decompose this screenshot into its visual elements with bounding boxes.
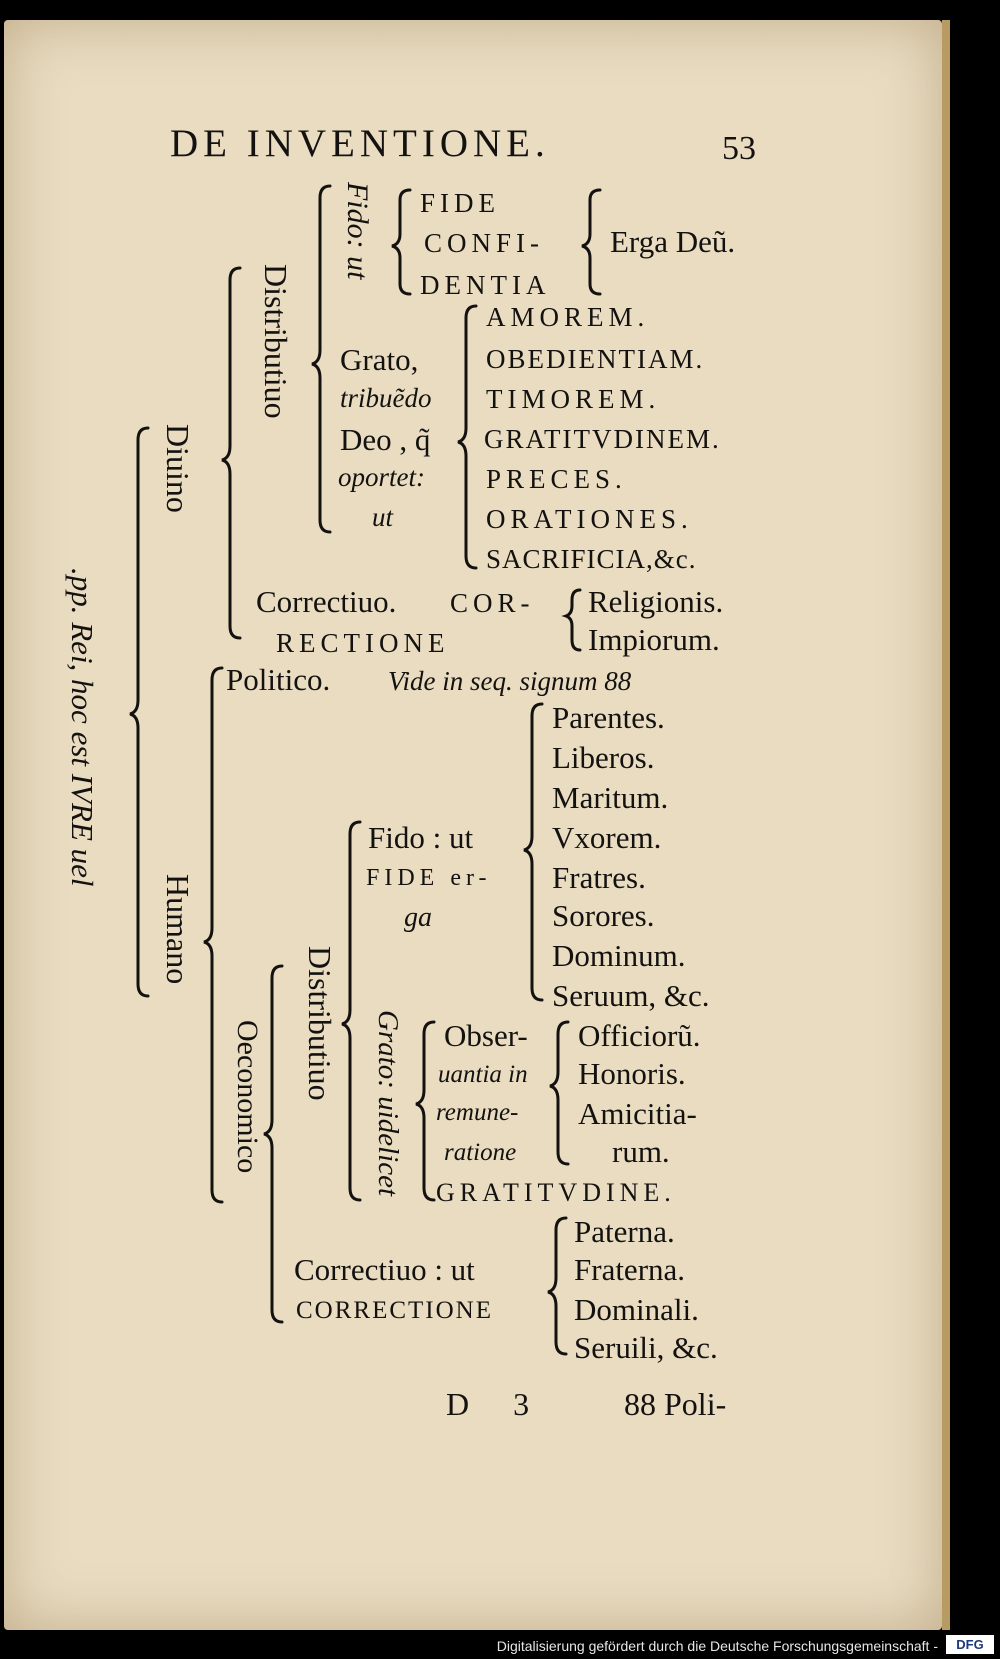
grato-item-1: AMOREM.: [486, 302, 650, 332]
brace-diuino: [222, 268, 240, 638]
catchword: 88 Poli-: [624, 1386, 727, 1422]
family-item-6: Sorores.: [552, 898, 655, 933]
grato-videlicet-label: Grato: uidelicet: [372, 1010, 404, 1197]
brace-distributiuo: [312, 186, 330, 532]
obser-line-4: ratione: [444, 1139, 517, 1166]
brace-religionis: [566, 590, 580, 650]
grato-line-3: Deo , q̃: [340, 422, 431, 457]
signature-mark: D 3: [446, 1386, 548, 1422]
correctio-item-4: Seruili, &c.: [574, 1330, 718, 1365]
correctio-item-1: Paterna.: [574, 1214, 675, 1249]
family-item-7: Dominum.: [552, 938, 686, 973]
obser-line-2: uantia in: [438, 1061, 528, 1088]
correctione-part-1: COR-: [450, 588, 535, 618]
correctiuo2-line-2: CORRECTIONE: [296, 1297, 493, 1324]
grato-item-3: TIMOREM.: [486, 384, 661, 414]
digitization-bar: [0, 1630, 1000, 1659]
religionis: Religionis.: [588, 584, 724, 619]
erga-deum: Erga Deũ.: [610, 224, 736, 259]
running-title: DE INVENTIONE.: [170, 122, 550, 165]
fido-ut-label: Fido: ut: [341, 182, 374, 280]
grato-line-2: tribuẽdo: [340, 383, 432, 413]
distributiuo-label: Distributiuo: [258, 264, 294, 419]
brace-grato-items: [458, 306, 476, 568]
family-item-1: Parentes.: [552, 700, 665, 735]
obser-line-1: Obser-: [444, 1018, 528, 1053]
dfg-logo: DFG: [946, 1635, 994, 1654]
grato-item-7: SACRIFICIA,&c.: [486, 544, 697, 574]
brace-distributiuo2: [342, 822, 360, 1200]
grato-item-4: GRATITVDINEM.: [484, 424, 721, 454]
family-item-5: Fratres.: [552, 860, 646, 895]
page-number: 53: [722, 130, 756, 167]
officia-item-2: Honoris.: [578, 1056, 686, 1091]
correctio-item-3: Dominali.: [574, 1292, 699, 1327]
grato-item-2: OBEDIENTIAM.: [486, 344, 705, 374]
root-label: .pp. Rei, hoc est IVRE uel: [65, 568, 100, 887]
brace-oeconomico: [264, 966, 282, 1322]
correctione-part-2: RECTIONE: [276, 628, 450, 658]
correctiuo2-line-1: Correctiuo : ut: [294, 1252, 475, 1287]
fido2-line-2: FIDE er-: [366, 865, 492, 891]
fido2-line-3: ga: [404, 902, 432, 933]
officia-item-1: Officiorũ.: [578, 1018, 701, 1053]
family-item-8: Seruum, &c.: [552, 978, 710, 1013]
fide-line-2: CONFI-: [424, 228, 545, 258]
fide-line-3: DENTIA: [420, 270, 551, 300]
diuino-label: Diuino: [160, 424, 196, 513]
brace-erga: [582, 190, 600, 294]
correctiuo-label: Correctiuo.: [256, 584, 397, 619]
officia-item-4: rum.: [612, 1134, 670, 1169]
grato-item-5: PRECES.: [486, 464, 627, 494]
politico-label: Politico.: [226, 662, 331, 697]
correctio-item-2: Fraterna.: [574, 1252, 686, 1287]
grato-line-4: oportet:: [338, 462, 425, 492]
brace-obser: [416, 1022, 434, 1200]
brace-correctio: [548, 1218, 566, 1354]
brace-root: [130, 428, 148, 996]
humano-label: Humano: [160, 874, 196, 985]
grato-line-5: ut: [372, 502, 394, 532]
fide-line-1: FIDE: [420, 188, 500, 218]
impiorum: Impiorum.: [588, 622, 720, 657]
obser-line-3: remune-: [436, 1099, 519, 1126]
fido2-line-1: Fido : ut: [368, 820, 474, 855]
brace-humano: [204, 668, 222, 1202]
family-item-4: Vxorem.: [552, 820, 662, 855]
brace-family: [524, 704, 542, 1000]
grato-item-6: ORATIONES.: [486, 504, 693, 534]
brace-fide: [392, 190, 410, 294]
digitization-credit: Digitalisierung gefördert durch die Deutsche Forschungsgemeinschaft -: [496, 1638, 938, 1654]
brace-officia: [550, 1022, 568, 1164]
officia-item-3: Amicitia-: [578, 1096, 697, 1131]
distributiuo2-label: Distributiuo: [302, 946, 338, 1101]
family-item-2: Liberos.: [552, 740, 655, 775]
oeconomico-label: Oeconomico: [231, 1020, 264, 1174]
grato-line-1: Grato,: [340, 342, 419, 377]
family-item-3: Maritum.: [552, 780, 669, 815]
vide-reference: Vide in seq. signum 88: [388, 666, 632, 696]
gratitudine: GRATITVDINE.: [436, 1178, 676, 1207]
